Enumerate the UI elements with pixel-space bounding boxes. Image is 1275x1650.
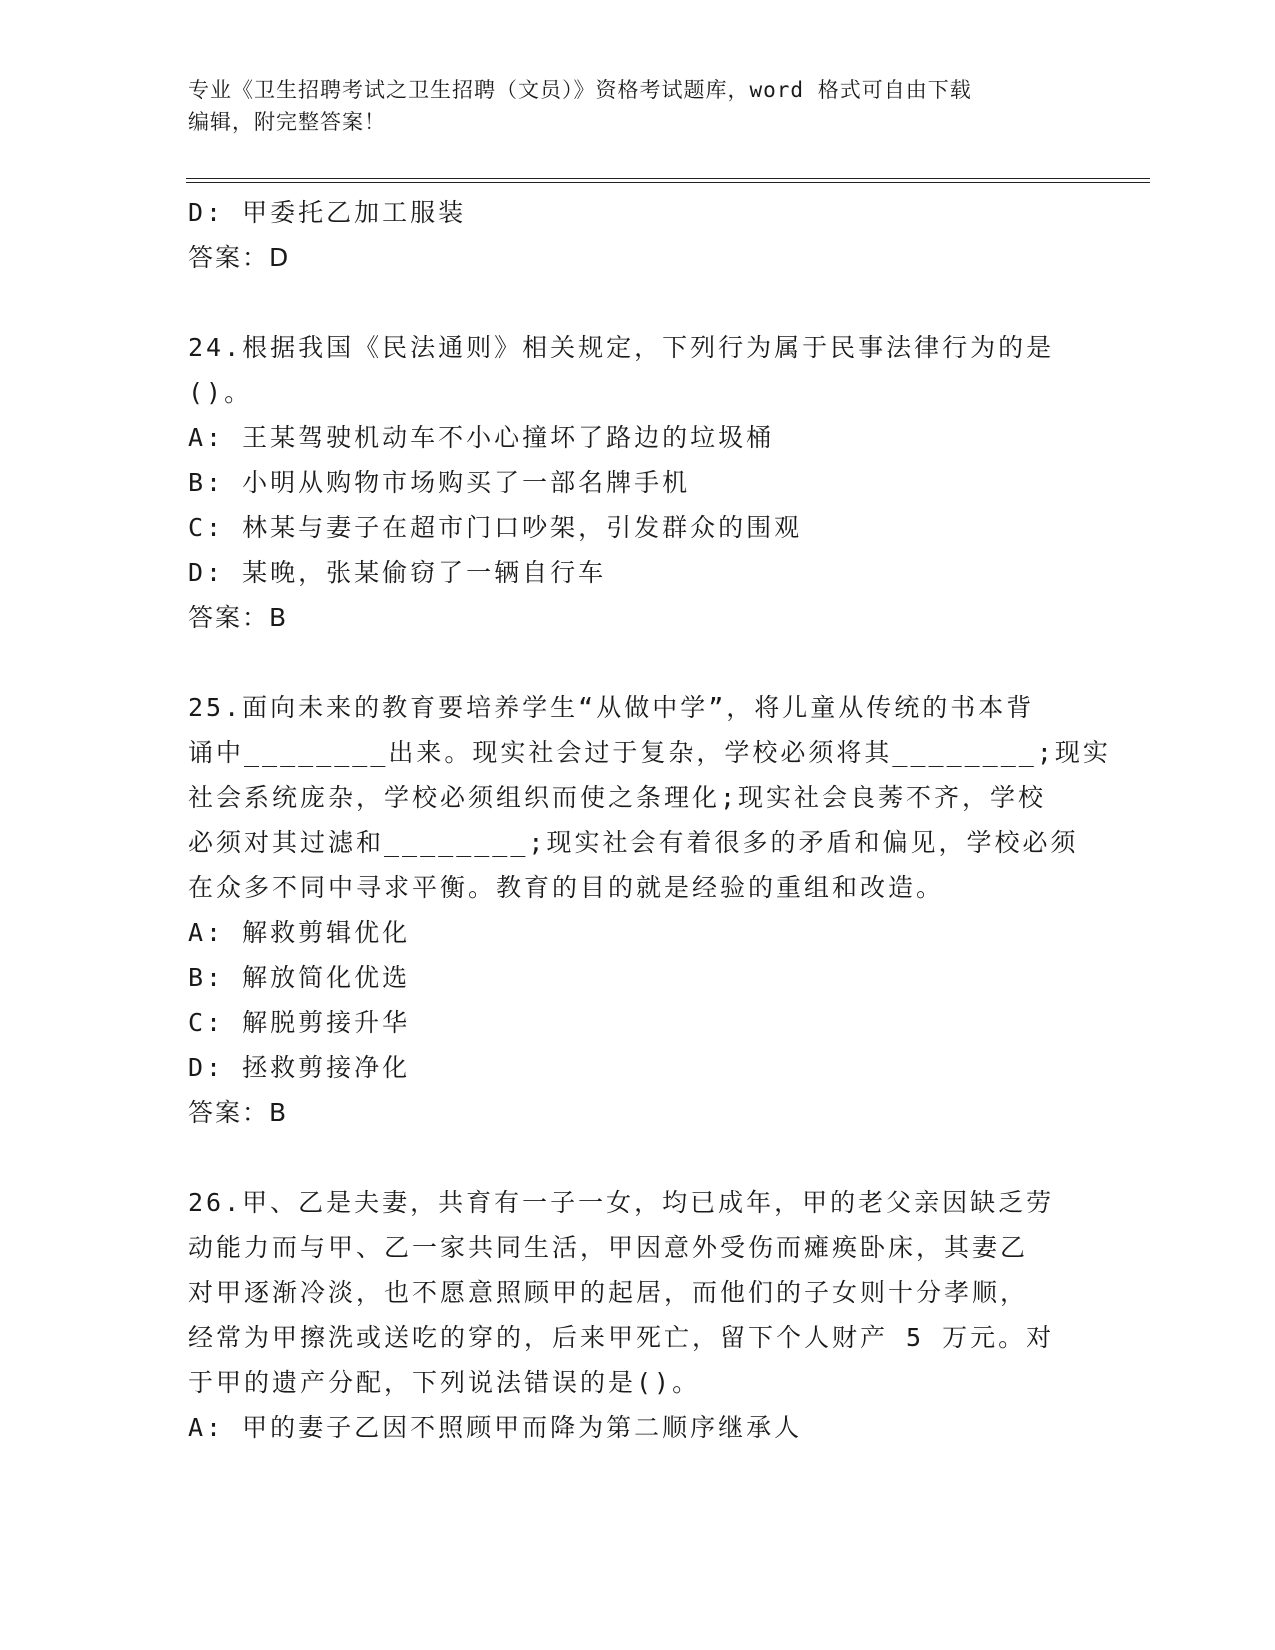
question-stem [188, 325, 1088, 415]
option-a: A: 甲的妻子乙因不照顾甲而降为第二顺序继承人 [188, 1413, 803, 1442]
stem-line: 在众多不同中寻求平衡。教育的目的就是经验的重组和改造。 [188, 873, 945, 902]
option-a: A: 解救剪辑优化 [188, 918, 411, 947]
stem-line: 必须对其过滤和________;现实社会有着很多的矛盾和偏见，学校必须 [188, 828, 1079, 857]
question-24 [188, 325, 1088, 640]
answer-line: 答案：D [188, 243, 291, 272]
spacer [188, 1135, 1088, 1180]
option-b: B: 小明从购物市场购买了一部名牌手机 [188, 468, 691, 497]
option-d: D: 某晚，张某偷窃了一辆自行车 [188, 558, 607, 587]
question-list [188, 190, 1111, 1450]
option-d: D: 甲委托乙加工服装 [188, 198, 467, 227]
option-a: A: 王某驾驶机动车不小心撞坏了路边的垃圾桶 [188, 423, 775, 452]
option-c: C: 解脱剪接升华 [188, 1008, 411, 1037]
option-b: B: 解放简化优选 [188, 963, 411, 992]
question-stem [188, 685, 1111, 910]
spacer [188, 640, 1088, 685]
question-stem [188, 1180, 1088, 1405]
header-divider [186, 178, 1150, 183]
stem-line: 对甲逐渐冷淡，也不愿意照顾甲的起居，而他们的子女则十分孝顺， [188, 1278, 1029, 1307]
stem-line: 26.甲、乙是夫妻，共育有一子一女，均已成年，甲的老父亲因缺乏劳 [188, 1188, 1055, 1217]
header-line-2: 编辑，附完整答案！ [188, 110, 386, 134]
stem-line: 诵中________出来。现实社会过于复杂，学校必须将其________;现实 [188, 738, 1111, 767]
stem-line: 社会系统庞杂，学校必须组织而使之条理化;现实社会良莠不齐，学校 [188, 783, 1047, 812]
spacer [188, 280, 1088, 325]
stem-line: ()。 [188, 378, 253, 407]
question-26 [188, 1180, 1088, 1450]
option-d: D: 拯救剪接净化 [188, 1053, 411, 1082]
stem-line: 于甲的遗产分配，下列说法错误的是()。 [188, 1368, 701, 1397]
document-header [188, 74, 1068, 138]
answer-line: 答案：B [188, 603, 289, 632]
header-line-1: 专业《卫生招聘考试之卫生招聘（文员）》资格考试题库，word 格式可自由下载 [188, 78, 972, 102]
question-25 [188, 685, 1111, 1135]
answer-line: 答案：B [188, 1098, 289, 1127]
stem-line: 经常为甲擦洗或送吃的穿的，后来甲死亡，留下个人财产 5 万元。对 [188, 1323, 1055, 1352]
previous-question-tail [188, 190, 1088, 280]
stem-line: 25.面向未来的教育要培养学生“从做中学”，将儿童从传统的书本背 [188, 693, 1035, 722]
stem-line: 24.根据我国《民法通则》相关规定，下列行为属于民事法律行为的是 [188, 333, 1055, 362]
stem-line: 动能力而与甲、乙一家共同生活，甲因意外受伤而瘫痪卧床，其妻乙 [188, 1233, 1029, 1262]
option-c: C: 林某与妻子在超市门口吵架，引发群众的围观 [188, 513, 803, 542]
